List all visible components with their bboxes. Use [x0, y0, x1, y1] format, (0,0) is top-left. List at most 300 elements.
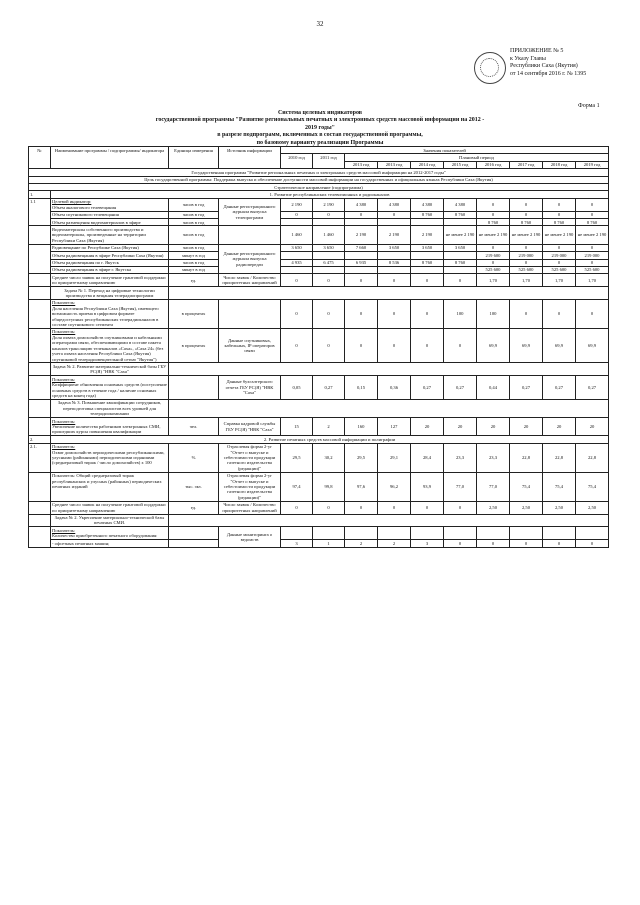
value-cell: 77,0 [444, 472, 477, 501]
value-cell: 219 600 [477, 252, 510, 259]
value-cell: 23,3 [477, 443, 510, 472]
title-line: в разрезе подпрограмм, включенных в состав государственной программы, [217, 132, 423, 139]
value-cell: 3 [281, 540, 313, 547]
value-cell: 2,50 [477, 501, 510, 514]
value-cell: 0 [411, 299, 444, 328]
value-cell [444, 527, 477, 540]
col-header-year: 2010 год [281, 154, 313, 169]
value-cell: 0 [378, 501, 411, 514]
value-cell: 8 760 [543, 219, 576, 226]
program-goal: Цель государственной программы: Поддержка выпуска и обеспечение доступности массовой информации на государственных и официальных языках Республики Саха (Якутия) [29, 176, 609, 183]
section-row [29, 191, 609, 198]
value-cell: 525 600 [510, 266, 543, 273]
col-header-year: 2018 год [543, 161, 576, 168]
task-name: Задача № 2. Укрепление материально-технической базы печатных СМИ. [51, 514, 169, 527]
value-cell: 0 [281, 328, 313, 362]
indicator-name [51, 198, 169, 211]
value-cell: 0 [576, 540, 609, 547]
table-row [29, 244, 609, 251]
value-cell [411, 219, 444, 226]
value-cell: 93,9 [411, 472, 444, 501]
value-cell: 0 [345, 501, 378, 514]
table-header [29, 147, 609, 169]
empty-cell [169, 399, 609, 417]
indicator-text: Объем радиовещания в эфире Республики Саха (Якутия) [52, 252, 164, 258]
col-header-year: 2013 год [345, 161, 378, 168]
value-cell: 0 [313, 501, 345, 514]
col-header-year: 2015 год [444, 161, 477, 168]
value-cell: 0 [281, 299, 313, 328]
value-cell: 3 [411, 540, 444, 547]
empty-cell [29, 514, 51, 527]
indicator-name [51, 244, 169, 251]
document-title [150, 110, 490, 147]
table-row [29, 472, 609, 501]
value-cell: 525 600 [477, 266, 510, 273]
indicator-text: Охват домохозяйств периодическими республиканскими, улусными (районными) периодическими изданиями (среднеразовый тираж / число домохозяйств) х 100 [52, 449, 165, 466]
value-cell: 0 [313, 299, 345, 328]
table-row [29, 198, 609, 211]
source-cell: Данные мониторинга о ведомств [219, 527, 281, 547]
source-cell: Число заявок / Количество приоритетных направлений [219, 501, 281, 514]
value-cell: 1,70 [543, 274, 576, 287]
title-line: по базовому варианту реализации Программы [256, 139, 384, 146]
value-cell: 100 [444, 299, 477, 328]
value-cell [281, 266, 313, 273]
source-cell: Данные бухгалтерского отчета ГБУ РС(Я) "НВК "Саха" [219, 376, 281, 400]
indicator-name [51, 418, 169, 436]
value-cell: 0 [444, 501, 477, 514]
indicator-name [51, 472, 169, 501]
unit-cell: минут в год [169, 252, 219, 259]
value-cell: 0 [411, 501, 444, 514]
value-cell: 0 [444, 274, 477, 287]
section-row [29, 436, 609, 443]
indicator-text: Объем радиовещания по г. Якутск [52, 260, 119, 265]
value-cell: 0 [510, 299, 543, 328]
indicator-text: Видеоматериалы собственного производства и видеоматериалы, произведенные на территории Республики Саха (Якутия) [52, 226, 146, 243]
value-cell: 2,50 [510, 501, 543, 514]
strategic-direction: Стратегическое направление (подпрограмма) [29, 184, 609, 191]
title-line: государственной программы "Развитие региональных печатных и электронных средств массовой информации на 2012 - 2019 годы" [155, 117, 485, 131]
value-cell: 2 190 [281, 198, 313, 211]
value-cell: 0 [281, 501, 313, 514]
appendix-line: от 14 сентября 2016 г. № 1395 [510, 70, 587, 77]
table-row [29, 418, 609, 436]
indicator-name [51, 226, 169, 244]
unit-cell [169, 540, 219, 547]
value-cell: 69,9 [477, 328, 510, 362]
value-cell: 30,2 [313, 443, 345, 472]
value-cell: 20 [576, 418, 609, 436]
value-cell: 0 [444, 540, 477, 547]
unit-cell: часов в год [169, 244, 219, 251]
value-cell: 0 [477, 211, 510, 218]
indicator-text: Объем аналогового телевещания [52, 204, 117, 210]
unit-cell: в процентах [169, 328, 219, 362]
indicator-text: Среднее число заявок на получение грантовой поддержки по приоритетному направлению [52, 274, 166, 286]
value-cell [345, 527, 378, 540]
value-cell [510, 527, 543, 540]
value-cell: 4 380 [378, 198, 411, 211]
value-cell: 8 760 [444, 211, 477, 218]
indicator-name [51, 376, 169, 400]
value-cell: 6 475 [313, 259, 345, 266]
value-cell: 0,27 [411, 376, 444, 400]
indicator-text: Доля охвата домохозяйств спутниковыми и кабельными операторами связи, обеспечивающими в составе пакета каналов трансляцию телеканалов «Саха», «Саха 24» (без учета охвата населения Республики Саха (Якутия) спутниковой телерадиовещательной сетью "Якутия") [52, 334, 164, 362]
value-cell [411, 252, 444, 259]
row-number: 1.1 [29, 198, 51, 226]
value-cell: 0,27 [543, 376, 576, 400]
value-cell: 0,27 [444, 376, 477, 400]
value-cell: 0 [477, 244, 510, 251]
indicator-name [51, 274, 169, 287]
value-cell: 7 660 [345, 244, 378, 251]
indicator-heading: Показатель: [52, 300, 76, 306]
indicator-heading: Показатель: [52, 418, 76, 424]
unit-cell: в процентах [169, 299, 219, 328]
value-cell: 0,05 [281, 376, 313, 400]
value-cell [444, 266, 477, 273]
value-cell: не менее 2 190 [477, 226, 510, 244]
value-cell: 2 [345, 540, 378, 547]
table-row [29, 219, 609, 226]
value-cell: 0 [576, 211, 609, 218]
task-row [29, 287, 609, 300]
value-cell: 0 [411, 274, 444, 287]
value-cell: 0 [510, 211, 543, 218]
value-cell: 2 190 [411, 226, 444, 244]
unit-cell: часов в год [169, 211, 219, 218]
value-cell: 4 380 [411, 198, 444, 211]
value-cell [477, 527, 510, 540]
value-cell: 1 460 [281, 226, 313, 244]
source-cell: Число заявок / Количество приоритетных направлений [219, 274, 281, 287]
value-cell: 75,4 [576, 472, 609, 501]
value-cell [543, 527, 576, 540]
table-row [29, 266, 609, 273]
value-cell: 2 190 [378, 226, 411, 244]
row-number [29, 418, 51, 436]
row-number [29, 274, 51, 287]
indicator-name [51, 501, 169, 514]
section-name: 2. Развитие печатных средств массовой информации и полиграфии [51, 436, 609, 443]
indicator-name [51, 219, 169, 226]
value-cell [444, 252, 477, 259]
indicator-heading: Показатель: [52, 444, 76, 450]
col-header-source: Источник информации [219, 147, 281, 169]
value-cell: не менее 2 190 [510, 226, 543, 244]
indicator-name [51, 527, 169, 540]
col-header-year: 2017 год [510, 161, 543, 168]
row-number [29, 501, 51, 514]
value-cell: 0 [543, 299, 576, 328]
value-cell: 4 380 [345, 198, 378, 211]
value-cell: 8 760 [477, 219, 510, 226]
value-cell: 20 [477, 418, 510, 436]
source-cell: Отраслевая форма 2-уг "Отчет о выпуске и себестоимости продукции газетного издательства (редакции)" [219, 443, 281, 472]
source-cell [219, 299, 281, 328]
value-cell: 0 [411, 328, 444, 362]
indicator-name [51, 266, 169, 273]
value-cell: 0,27 [313, 376, 345, 400]
indicator-text: Коэффициент обновления основных средств (поступление основных средств в течение года / наличие основных средств на конец года) [52, 382, 167, 398]
value-cell: 69,9 [510, 328, 543, 362]
col-header-name: Наименование программы / подпрограммы/ индикатора [51, 147, 169, 169]
value-cell: 0 [281, 274, 313, 287]
indicator-heading: Целевой индикатор: [52, 199, 92, 205]
value-cell: 3 650 [281, 244, 313, 251]
value-cell [378, 219, 411, 226]
task-row [29, 399, 609, 417]
value-cell [313, 527, 345, 540]
indicator-name [51, 328, 169, 362]
task-name: Задача № 3. Повышение квалификации сотрудников, переподготовка специалистов всех уровней для телерадиокомпании [51, 399, 169, 417]
source-cell: Данные регистрационного журнала выпуска радиопередач [219, 244, 281, 274]
value-cell: 20 [510, 418, 543, 436]
value-cell: 28,4 [411, 443, 444, 472]
value-cell: 22,8 [543, 443, 576, 472]
value-cell: 8 536 [378, 259, 411, 266]
row-number [29, 472, 51, 501]
value-cell [345, 219, 378, 226]
row-number [29, 376, 51, 400]
empty-cell [29, 399, 51, 417]
value-cell: не менее 2 190 [444, 226, 477, 244]
section-name: 1. Развитие республиканских телевизионных и радиоканалов [51, 191, 609, 198]
value-cell: 1,70 [510, 274, 543, 287]
table-row [29, 252, 609, 259]
source-cell: Справка кадровой службы ГБУ РС(Я) "НВК "Саха" [219, 418, 281, 436]
program-name-row [29, 169, 609, 176]
value-cell: 2,50 [543, 501, 576, 514]
unit-cell: чел. [169, 418, 219, 436]
value-cell: 3 650 [444, 244, 477, 251]
source-cell: Данные регистрационного журнала выпуска телепрограмм [219, 198, 281, 226]
table-row [29, 211, 609, 218]
value-cell: 99,8 [313, 472, 345, 501]
value-cell [378, 252, 411, 259]
value-cell: 2 190 [345, 226, 378, 244]
value-cell: 8 760 [411, 259, 444, 266]
table-body [29, 169, 609, 547]
value-cell: 219 000 [543, 252, 576, 259]
table-row [29, 328, 609, 362]
value-cell: 6 935 [345, 259, 378, 266]
unit-cell: % [169, 443, 219, 472]
value-cell: 0 [313, 211, 345, 218]
indicator-name [51, 299, 169, 328]
value-cell: 22,8 [510, 443, 543, 472]
row-number [29, 328, 51, 362]
source-cell: Данные спутниковых, кабельных, IP операторов связи [219, 328, 281, 362]
value-cell: 0 [576, 259, 609, 266]
col-header-planned: Плановый период [345, 154, 609, 161]
value-cell: 0 [510, 259, 543, 266]
indicator-text: Количество приобретенного печатного оборудования: [52, 533, 158, 539]
col-header-year: 2013 год [378, 161, 411, 168]
value-cell [411, 527, 444, 540]
value-cell: 100 [477, 299, 510, 328]
indicator-text: Доля населения Республики Саха (Якутия), имеющего возможность приема в цифровом формате общедоступных республиканских телерадиоканалов в составе спутникового сегмента [52, 305, 159, 328]
value-cell: 2,50 [576, 501, 609, 514]
title-line: Система целевых индикаторов [277, 110, 363, 116]
section-number: 2. [29, 436, 51, 443]
task-name: Задача № 2. Развитие материально-технической базы ГБУ РС(Я) "НВК "Саха" [51, 363, 169, 376]
value-cell: 160 [345, 418, 378, 436]
value-cell: 4 380 [444, 198, 477, 211]
value-cell: 96,2 [378, 472, 411, 501]
unit-cell: часов в год [169, 219, 219, 226]
task-row [29, 514, 609, 527]
empty-cell [29, 287, 51, 300]
table-row [29, 540, 609, 547]
unit-cell: минут в год [169, 266, 219, 273]
value-cell: 0 [378, 299, 411, 328]
value-cell: 0 [510, 244, 543, 251]
section-number: 1. [29, 191, 51, 198]
indicator-name [51, 540, 169, 547]
value-cell [281, 219, 313, 226]
value-cell: 20 [543, 418, 576, 436]
value-cell: 4 935 [281, 259, 313, 266]
value-cell: 0 [345, 299, 378, 328]
row-number [29, 299, 51, 328]
value-cell [345, 252, 378, 259]
value-cell: 0 [345, 274, 378, 287]
value-cell: 219 000 [510, 252, 543, 259]
table-row [29, 274, 609, 287]
value-cell [378, 527, 411, 540]
value-cell: 0 [477, 259, 510, 266]
row-number [29, 527, 51, 547]
unit-cell [169, 376, 219, 400]
indicator-heading: Показатель: [52, 376, 76, 382]
value-cell: 1 [313, 540, 345, 547]
program-goal-row [29, 176, 609, 183]
value-cell: 0,27 [576, 376, 609, 400]
value-cell: 2 [378, 540, 411, 547]
value-cell: 0,15 [345, 376, 378, 400]
value-cell: 0 [543, 540, 576, 547]
unit-cell: тыс. экз. [169, 472, 219, 501]
indicator-name [51, 259, 169, 266]
value-cell: 3 650 [378, 244, 411, 251]
program-name: Государственная программа "Развитие региональных печатных и электронных средств массовой информации на 2012-2017 годы" [29, 169, 609, 176]
value-cell: 3 650 [313, 244, 345, 251]
value-cell: 0 [378, 328, 411, 362]
indicator-text: Объем размещения видеоматериалов в эфире [52, 219, 141, 225]
value-cell: 0 [576, 244, 609, 251]
table-row [29, 299, 609, 328]
value-cell: 3 650 [411, 244, 444, 251]
value-cell: 0 [378, 274, 411, 287]
value-cell [313, 252, 345, 259]
appendix-line: ПРИЛОЖЕНИЕ № 5 [510, 48, 564, 54]
source-cell [219, 226, 281, 244]
row-number [29, 226, 51, 244]
table-row [29, 501, 609, 514]
value-cell: 0 [313, 274, 345, 287]
value-cell: 29,5 [345, 443, 378, 472]
indicator-text: Показатель: Общий среднеразовый тираж республиканских и улусных (районных) периодических печатных изданий [52, 473, 162, 490]
indicator-text: Объем радиовещания в эфире г. Якутска [52, 267, 132, 273]
indicator-text: Среднее число заявок на получение грантовой поддержки по приоритетному направлению [52, 502, 166, 513]
row-number: 2.1. [29, 443, 51, 472]
unit-cell: ед. [169, 274, 219, 287]
value-cell: 0 [281, 211, 313, 218]
value-cell: 0 [576, 299, 609, 328]
value-cell: 15 [281, 418, 313, 436]
unit-cell [169, 527, 219, 540]
col-header-year: 2011 год [313, 154, 345, 169]
empty-cell [169, 363, 609, 376]
table-row [29, 226, 609, 244]
value-cell: не менее 2 190 [543, 226, 576, 244]
value-cell: 0 [576, 198, 609, 211]
value-cell: 75,4 [543, 472, 576, 501]
indicator-heading: Показатель: [52, 329, 76, 335]
value-cell: 8 760 [576, 219, 609, 226]
value-cell: 0 [543, 244, 576, 251]
value-cell: 8 760 [510, 219, 543, 226]
source-cell: Отраслевая форма 2-уг "Отчет о выпуске и себестоимости продукции газетного издательства (редакции)" [219, 472, 281, 501]
value-cell [281, 252, 313, 259]
value-cell [281, 527, 313, 540]
empty-cell [29, 363, 51, 376]
value-cell: 1,70 [477, 274, 510, 287]
indicator-name [51, 252, 169, 259]
col-header-year: 2014 год [411, 161, 444, 168]
value-cell: 0 [543, 211, 576, 218]
row-number [29, 244, 51, 274]
table-row [29, 527, 609, 540]
value-cell [345, 266, 378, 273]
empty-cell [169, 514, 609, 527]
col-header-values: Значения показателей [281, 147, 609, 154]
value-cell [411, 266, 444, 273]
value-cell: 75,4 [510, 472, 543, 501]
value-cell: 0 [345, 328, 378, 362]
value-cell: 0 [444, 328, 477, 362]
value-cell: 0 [477, 198, 510, 211]
indicator-heading: Показатель: [52, 527, 76, 533]
value-cell: 0 [543, 198, 576, 211]
value-cell: 0 [510, 540, 543, 547]
value-cell: 0 [543, 259, 576, 266]
value-cell: 29,5 [281, 443, 313, 472]
value-cell [576, 527, 609, 540]
indicators-table [28, 146, 609, 548]
value-cell: 127 [378, 418, 411, 436]
task-row [29, 363, 609, 376]
value-cell: 69,9 [543, 328, 576, 362]
appendix-note [510, 48, 586, 78]
value-cell: 97,4 [281, 472, 313, 501]
value-cell [444, 219, 477, 226]
value-cell: не менее 2 190 [576, 226, 609, 244]
col-header-year: 2016 год [477, 161, 510, 168]
empty-cell [169, 287, 609, 300]
value-cell: 69,9 [576, 328, 609, 362]
value-cell: 20 [444, 418, 477, 436]
col-header-year: 2019 год [576, 161, 609, 168]
value-cell: 29,1 [378, 443, 411, 472]
value-cell: 1,70 [576, 274, 609, 287]
value-cell [313, 219, 345, 226]
indicator-text: Объем спутникового телевещания [52, 212, 119, 218]
unit-cell: ед. [169, 501, 219, 514]
